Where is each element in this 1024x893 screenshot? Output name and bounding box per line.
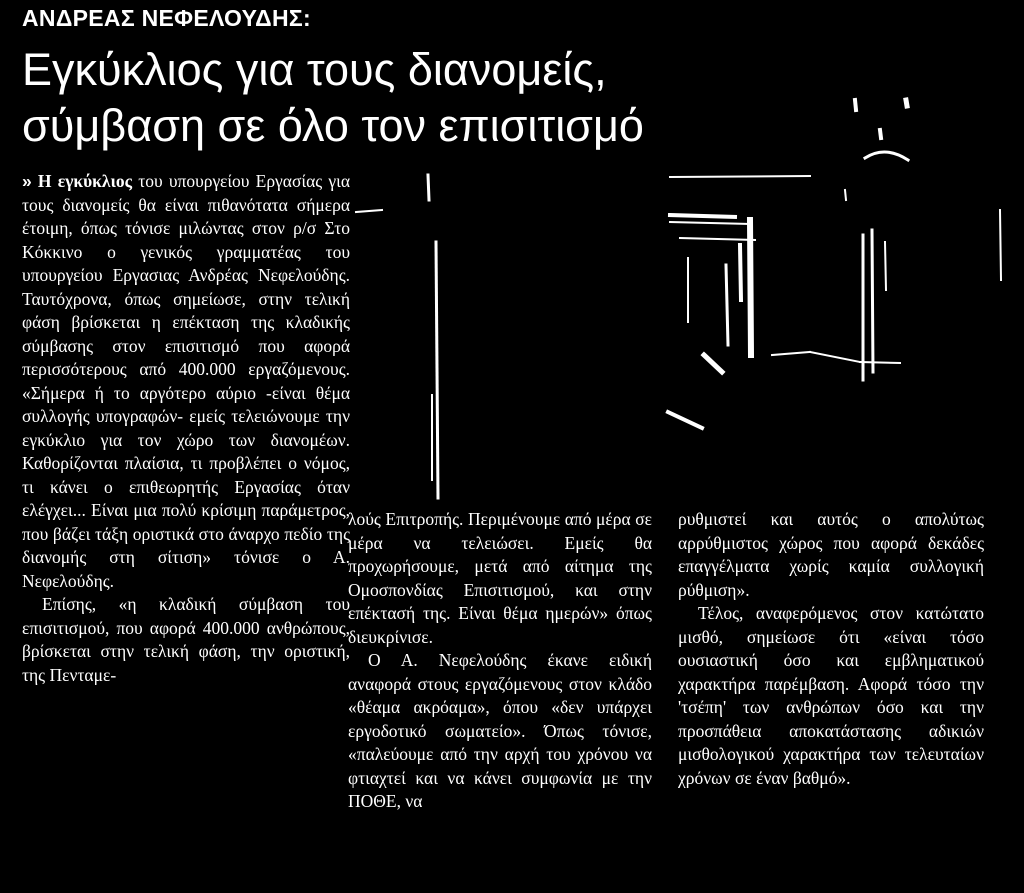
article-column-3: [678, 508, 984, 790]
paragraph: λούς Επιτροπής. Περιμένουμε από μέρα σε μέρα να τελειώσει. Εμείς θα προχωρήσουμε, μετά από αίτημα της Ομοσπονδίας Επισιτισμού, και στην επέκτασή της. Είναι θέμα ημερών» όπως διευκρίνισε.: [348, 509, 652, 647]
paragraph: Επίσης, «η κλαδική σύμβαση του επισιτισμού, που αφορά 400.000 ανθρώπους, βρίσκεται στην τελική φάση, την οριστική, της Πενταμε-: [22, 594, 350, 685]
paragraph-text: του υπουργείου Εργασίας για τους διανομείς θα είναι πιθανότατα σήμερα έτοιμη, όπως τόνισε μιλώντας στον ρ/σ Στο Κόκκινο ο γενικός γραμματέας του υπουργείου Εργασιας Ανδρέας Νεφελούδης. Ταυτόχρονα, όπως σημείωσε, στην τελική φάση βρίσκεται η επέκταση της κλαδικής σύμβασης στον επισιτισμό που αφορά περισσότερους από 400.000 εργαζόμενους. «Σήμερα ή το αργότερο αύριο -είναι θέμα συλλογής υπογραφών- εμείς τελειώνουμε την εγκύκλιο για τον χώρο των διανομέων. Καθορίζονται πλαίσια, τι προβλέπει ο νόμος, τι κάνει ο επιθεωρητής Εργασίας όταν ελέγχει... Είναι μια πολύ κρίσιμη παράμετρος, που βάζει τάξη οριστικά στο άναρχο πεδίο της διανομής στη σίτιση» τόνισε ο Α. Νεφελούδης.: [22, 171, 350, 591]
paragraph: Τέλος, αναφερόμενος στον κατώτατο μισθό, σημείωσε ότι «είναι τόσο ουσιαστική όσο και εμβληματικού χαρακτήρα παρέμβαση. Αφορά τόσο την 'τσέπη' των ανθρώπων όσο και την προσπάθεια αποκατάστασης αδικιών μισθολογικού χαρακτήρα των τελευταίων χρόνων σε έναν βαθμό».: [678, 603, 984, 788]
lead-marker-icon: »: [22, 171, 32, 191]
article-column-2: [348, 508, 652, 814]
lead-bold: Η εγκύκλιος: [37, 171, 133, 191]
paragraph: Ο Α. Νεφελούδης έκανε ειδική αναφορά στους εργαζόμενους στον κλάδο «θέαμα ακρόαμα», όπου «δεν υπάρχει εργοδοτικό σωματείο». Όπως τόνισε, «παλεύουμε από την αρχή του χρόνου να φτιαχτεί και να κάνει συμφωνία με την ΠΟΘΕ, να: [348, 650, 652, 811]
paragraph: [22, 170, 350, 593]
article-column-1: [22, 170, 350, 687]
paragraph: ρυθμιστεί και αυτός ο απολύτως αρρύθμιστος χώρος που αφορά δεκάδες επαγγέλματα χωρίς καμία συλλογική ρύθμιση».: [678, 509, 984, 600]
article-photo: [340, 80, 1024, 500]
headline-line-2: σύμβαση σε όλο τον επισιτισμό: [22, 100, 644, 151]
headline-line-1: Εγκύκλιος για τους διανομείς,: [22, 44, 607, 95]
article-kicker: ΑΝΔΡΕΑΣ ΝΕΦΕΛΟΥΔΗΣ:: [22, 5, 311, 31]
